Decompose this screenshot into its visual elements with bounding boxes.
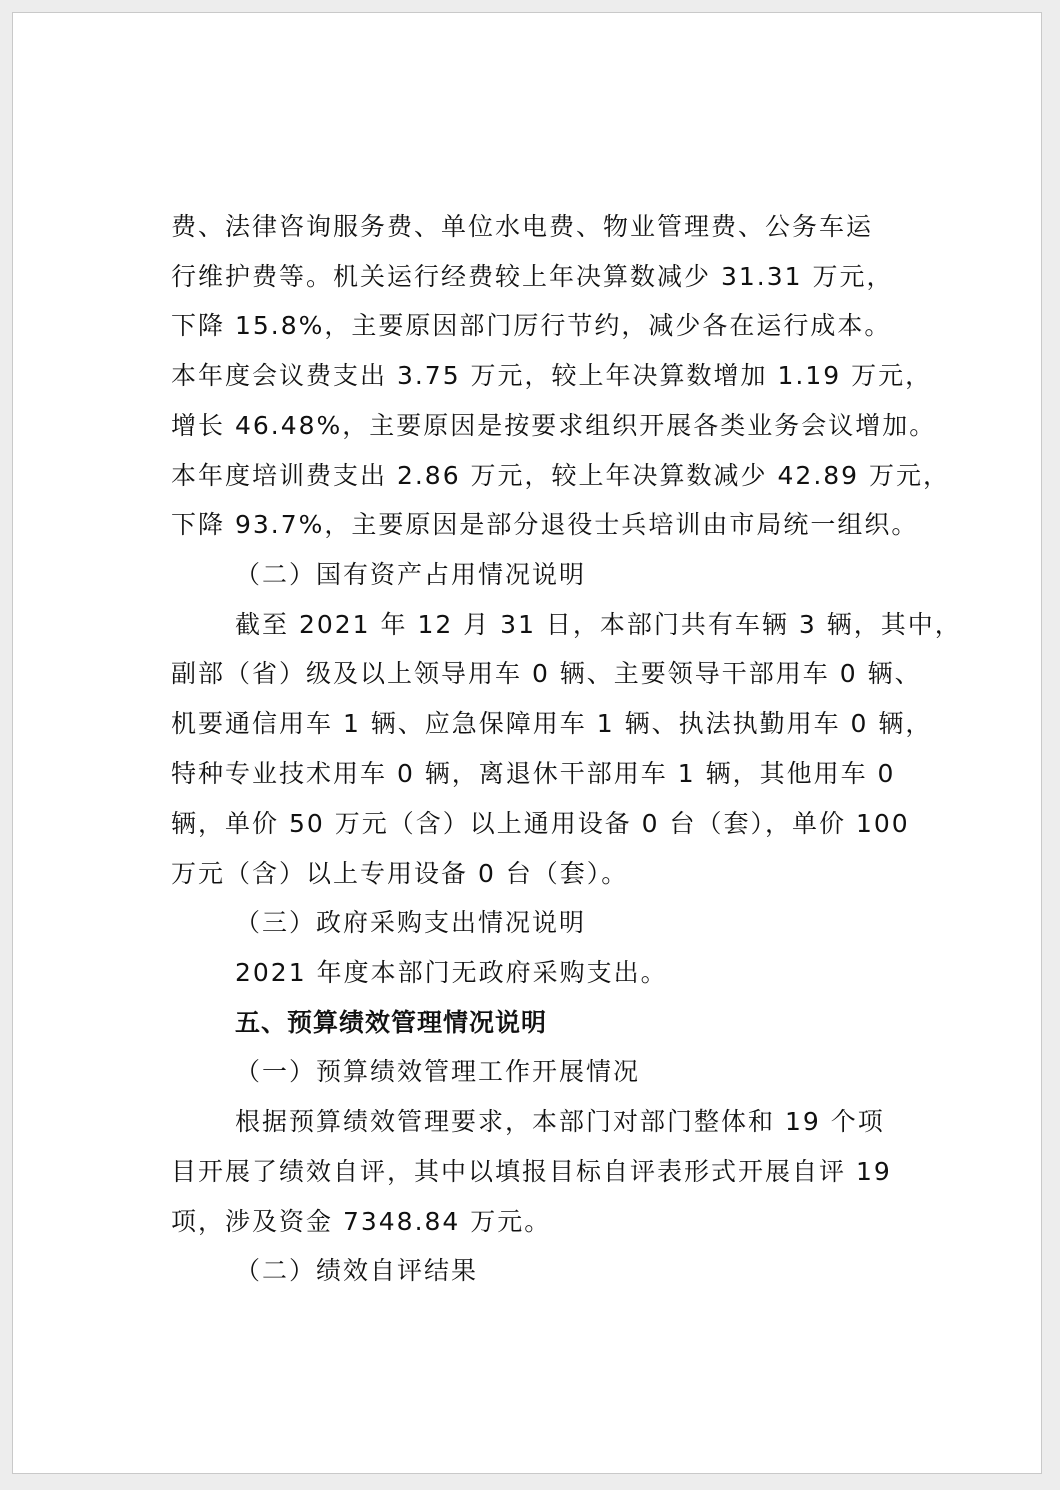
paragraph-line: 下降 93.7%，主要原因是部分退役士兵培训由市局统一组织。 — [171, 510, 919, 539]
section-heading: （一）预算绩效管理工作开展情况 — [235, 1057, 641, 1086]
paragraph-line: 费、法律咨询服务费、单位水电费、物业管理费、公务车运 — [171, 212, 874, 241]
document-body — [13, 13, 1041, 1473]
paragraph-line: 根据预算绩效管理要求，本部门对部门整体和 19 个项 — [235, 1107, 885, 1136]
paragraph-line: 行维护费等。机关运行经费较上年决算数减少 31.31 万元， — [171, 262, 894, 291]
section-heading: （二）绩效自评结果 — [235, 1256, 479, 1285]
paragraph-line: 下降 15.8%，主要原因部门厉行节约，减少各在运行成本。 — [171, 311, 892, 340]
document-page — [12, 12, 1042, 1474]
paragraph-line: 截至 2021 年 12 月 31 日，本部门共有车辆 3 辆，其中， — [235, 610, 962, 639]
paragraph-line: 本年度培训费支出 2.86 万元，较上年决算数减少 42.89 万元， — [171, 461, 951, 490]
paragraph-line: 项，涉及资金 7348.84 万元。 — [171, 1207, 552, 1236]
paragraph-line: 万元（含）以上专用设备 0 台（套）。 — [171, 859, 629, 888]
chapter-heading: 五、预算绩效管理情况说明 — [235, 1008, 548, 1037]
paragraph-line: 辆，单价 50 万元（含）以上通用设备 0 台（套），单价 100 — [171, 809, 910, 838]
section-heading: （三）政府采购支出情况说明 — [235, 908, 587, 937]
paragraph-line: 本年度会议费支出 3.75 万元，较上年决算数增加 1.19 万元， — [171, 361, 933, 390]
paragraph-line: 特种专业技术用车 0 辆，离退休干部用车 1 辆，其他用车 0 — [171, 759, 896, 788]
paragraph-line: 副部（省）级及以上领导用车 0 辆、主要领导干部用车 0 辆、 — [171, 659, 922, 688]
paragraph-line: 机要通信用车 1 辆、应急保障用车 1 辆、执法执勤用车 0 辆， — [171, 709, 933, 738]
paragraph-line: 2021 年度本部门无政府采购支出。 — [235, 958, 668, 987]
paragraph-line: 目开展了绩效自评，其中以填报目标自评表形式开展自评 19 — [171, 1157, 892, 1186]
paragraph-line: 增长 46.48%，主要原因是按要求组织开展各类业务会议增加。 — [171, 411, 937, 440]
section-heading: （二）国有资产占用情况说明 — [235, 560, 587, 589]
